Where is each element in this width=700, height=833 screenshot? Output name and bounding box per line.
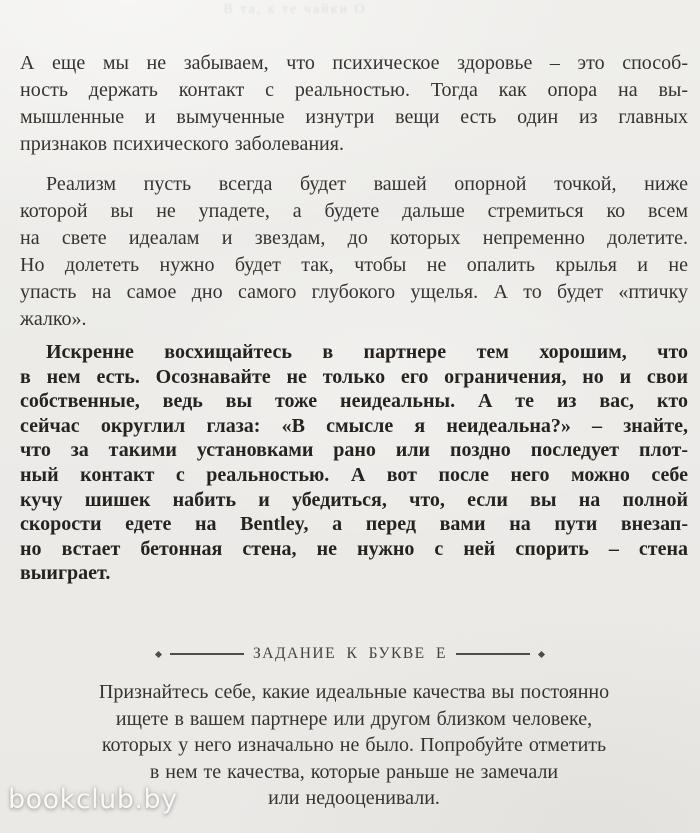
paragraph-line: но встает бетонная стена, не нужно с ней спорить – стена	[20, 537, 688, 560]
bookclub-by-watermark: bookclub.by	[8, 784, 178, 815]
heading-rule-right	[456, 653, 530, 655]
paragraph-line: собственные, ведь вы тоже неидеальны. А те из вас, кто	[20, 390, 688, 413]
paragraph-admire-partner-bold	[20, 340, 688, 586]
paragraph-line: упасть на самое дно самого глубокого ущелья. А то будет «птичку	[20, 281, 688, 303]
paragraph-line: ность держать контакт с реальностью. Тогда как опора на вы-	[20, 79, 688, 101]
paragraph-line: мышленные и вымученные изнутри вещи есть один из главных	[20, 106, 688, 128]
bleed-through-header-text: В та, к те чайки О	[223, 2, 367, 17]
task-heading-label: ЗАДАНИЕ К БУКВЕ Е	[253, 645, 447, 662]
paragraph-line: признаков психического заболевания.	[20, 133, 344, 155]
paragraph-line: Признайтесь себе, какие идеальные качества вы постоянно	[98, 681, 610, 703]
paragraph-line: кучу шишек набить и убедиться, что, если вы на полной	[20, 488, 688, 511]
paragraph-line: в нем те качества, которые раньше не замечали	[149, 760, 559, 783]
paragraph-line: которой вы не упадете, а будете дальше стремиться ко всем	[20, 200, 688, 222]
heading-rule-left	[170, 653, 244, 655]
paragraph-line: выиграет.	[20, 562, 111, 585]
paragraph-line: Искренне восхищайтесь в партнере тем хорошим, что	[46, 341, 688, 363]
task-heading	[0, 642, 700, 666]
paragraph-line: Но долететь нужно будет так, чтобы не опалить крылья и не	[20, 254, 688, 276]
paragraph-line: на свете идеалам и звездам, до которых непременно долетите.	[20, 227, 688, 249]
paragraph-realism	[20, 171, 688, 333]
paragraph-psych-health	[20, 50, 688, 158]
paragraph-line: ищете в вашем партнере или другом близком человеке,	[115, 707, 593, 730]
paragraph-line: в нем есть. Осознавайте не только его ограничения, но и свои	[20, 365, 688, 388]
paragraph-line: ный контакт с реальностью. А вот после него можно себе	[20, 463, 688, 486]
paragraph-line: сейчас округлил глаза: «В смысле я неидеальна?» – знайте,	[20, 414, 688, 437]
diamond-bullet-icon	[155, 650, 162, 657]
paragraph-line: скорости едете на Bentley, а перед вами на пути внезап-	[20, 513, 688, 536]
paragraph-line: которых у него изначально не было. Попробуйте отметить	[101, 734, 607, 756]
paragraph-line: жалко».	[20, 308, 87, 330]
paragraph-line: Реализм пусть всегда будет вашей опорной точкой, ниже	[46, 173, 688, 195]
paragraph-line: что за такими установками рано или поздно последует плот-	[20, 439, 688, 462]
paragraph-line: или недооценивали.	[268, 787, 440, 809]
paragraph-line: А еще мы не забываем, что психическое здоровье – это способ-	[20, 52, 688, 74]
diamond-bullet-icon	[538, 650, 545, 657]
